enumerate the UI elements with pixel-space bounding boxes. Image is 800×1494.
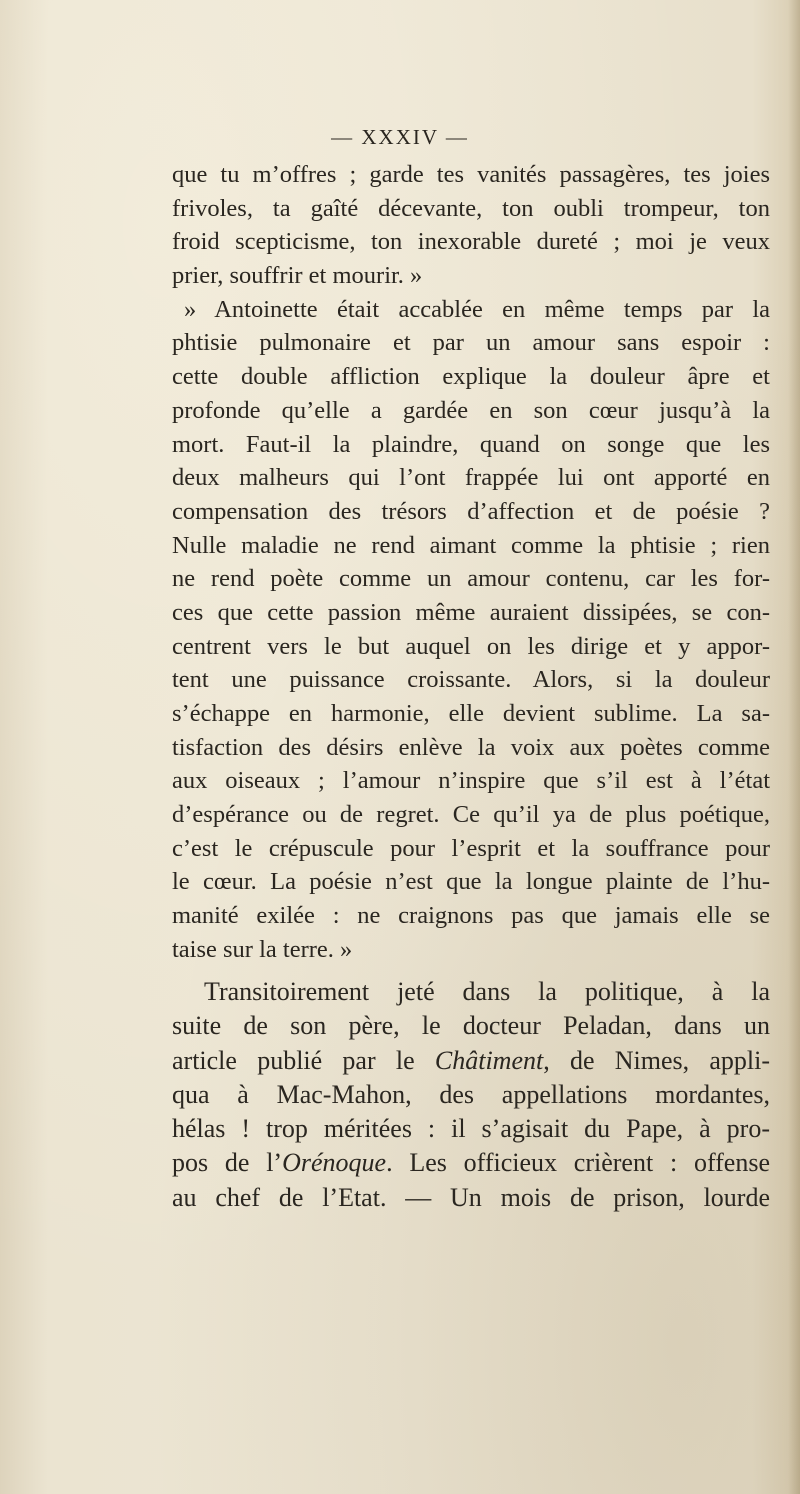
text-line: c’est le crépuscule pour l’esprit et la souffrance pour: [172, 834, 770, 862]
text-line: prier, souffrir et mourir. »: [172, 262, 423, 290]
text-line: » Antoinette était accablée en même temps par la: [184, 295, 770, 323]
text-block-1: [172, 158, 770, 967]
text-line: Transitoirement jeté dans la politique, à la: [204, 977, 770, 1006]
text-line: d’espérance ou de regret. Ce qu’il ya de plus poétique,: [172, 801, 770, 829]
text-line: que tu m’offres ; garde tes vanités passagères, tes joies: [172, 161, 770, 188]
text-segment: , de Nimes, appli-: [543, 1045, 770, 1075]
text-line: suite de son père, le docteur Peladan, dans un: [172, 1011, 770, 1041]
text-line: Nulle maladie ne rend aimant comme la phtisie ; rien: [172, 531, 770, 559]
italic-title: Châtiment: [434, 1045, 544, 1075]
text-block-2: [172, 975, 770, 1215]
text-line: qua à Mac-Mahon, des appellations mordantes,: [172, 1079, 770, 1109]
text-line: frivoles, ta gaîté décevante, ton oubli trompeur, ton: [172, 194, 770, 222]
text-segment: pos de l’: [172, 1148, 283, 1178]
text-line: taise sur la terre. »: [172, 935, 353, 963]
page-edge-shadow: [788, 0, 800, 1494]
text-line: profonde qu’elle a gardée en son cœur jusqu’à la: [172, 396, 770, 424]
text-line: ne rend poète comme un amour contenu, car les for-: [172, 565, 770, 593]
text-line: [172, 1044, 770, 1078]
text-segment: . Les officieux crièrent : offense: [386, 1148, 770, 1178]
text-line: au chef de l’Etat. — Un mois de prison, lourde: [172, 1182, 770, 1212]
text-line: aux oiseaux ; l’amour n’inspire que s’il est à l’état: [172, 767, 770, 795]
text-line: froid scepticisme, ton inexorable dureté ; moi je veux: [172, 228, 770, 256]
text-line: mort. Faut-il la plaindre, quand on songe que les: [172, 430, 770, 458]
text-line: [172, 1146, 770, 1180]
running-head: — XXXIV —: [331, 125, 469, 149]
text-line: le cœur. La poésie n’est que la longue plainte de l’hu-: [172, 868, 770, 896]
text-line: centrent vers le but auquel on les dirige et y appor-: [172, 632, 770, 660]
text-line: deux malheurs qui l’ont frappée lui ont apporté en: [172, 464, 770, 492]
text-line: hélas ! trop méritées : il s’agisait du Pape, à pro-: [172, 1114, 770, 1144]
text-line: cette double affliction explique la douleur âpre et: [172, 363, 770, 391]
text-segment: article publié par le: [172, 1045, 415, 1075]
text-line: compensation des trésors d’affection et de poésie ?: [172, 497, 770, 525]
text-line: manité exilée : ne craignons pas que jamais elle se: [172, 902, 770, 930]
text-line: tent une puissance croissante. Alors, si la douleur: [172, 666, 770, 694]
text-line: s’échappe en harmonie, elle devient sublime. La sa-: [172, 700, 770, 727]
text-line: tisfaction des désirs enlève la voix aux poètes comme: [172, 733, 770, 761]
text-line: ces que cette passion même auraient dissipées, se con-: [172, 598, 770, 626]
text-line: phtisie pulmonaire et par un amour sans espoir :: [172, 329, 770, 357]
italic-title: Orénoque: [282, 1148, 387, 1178]
